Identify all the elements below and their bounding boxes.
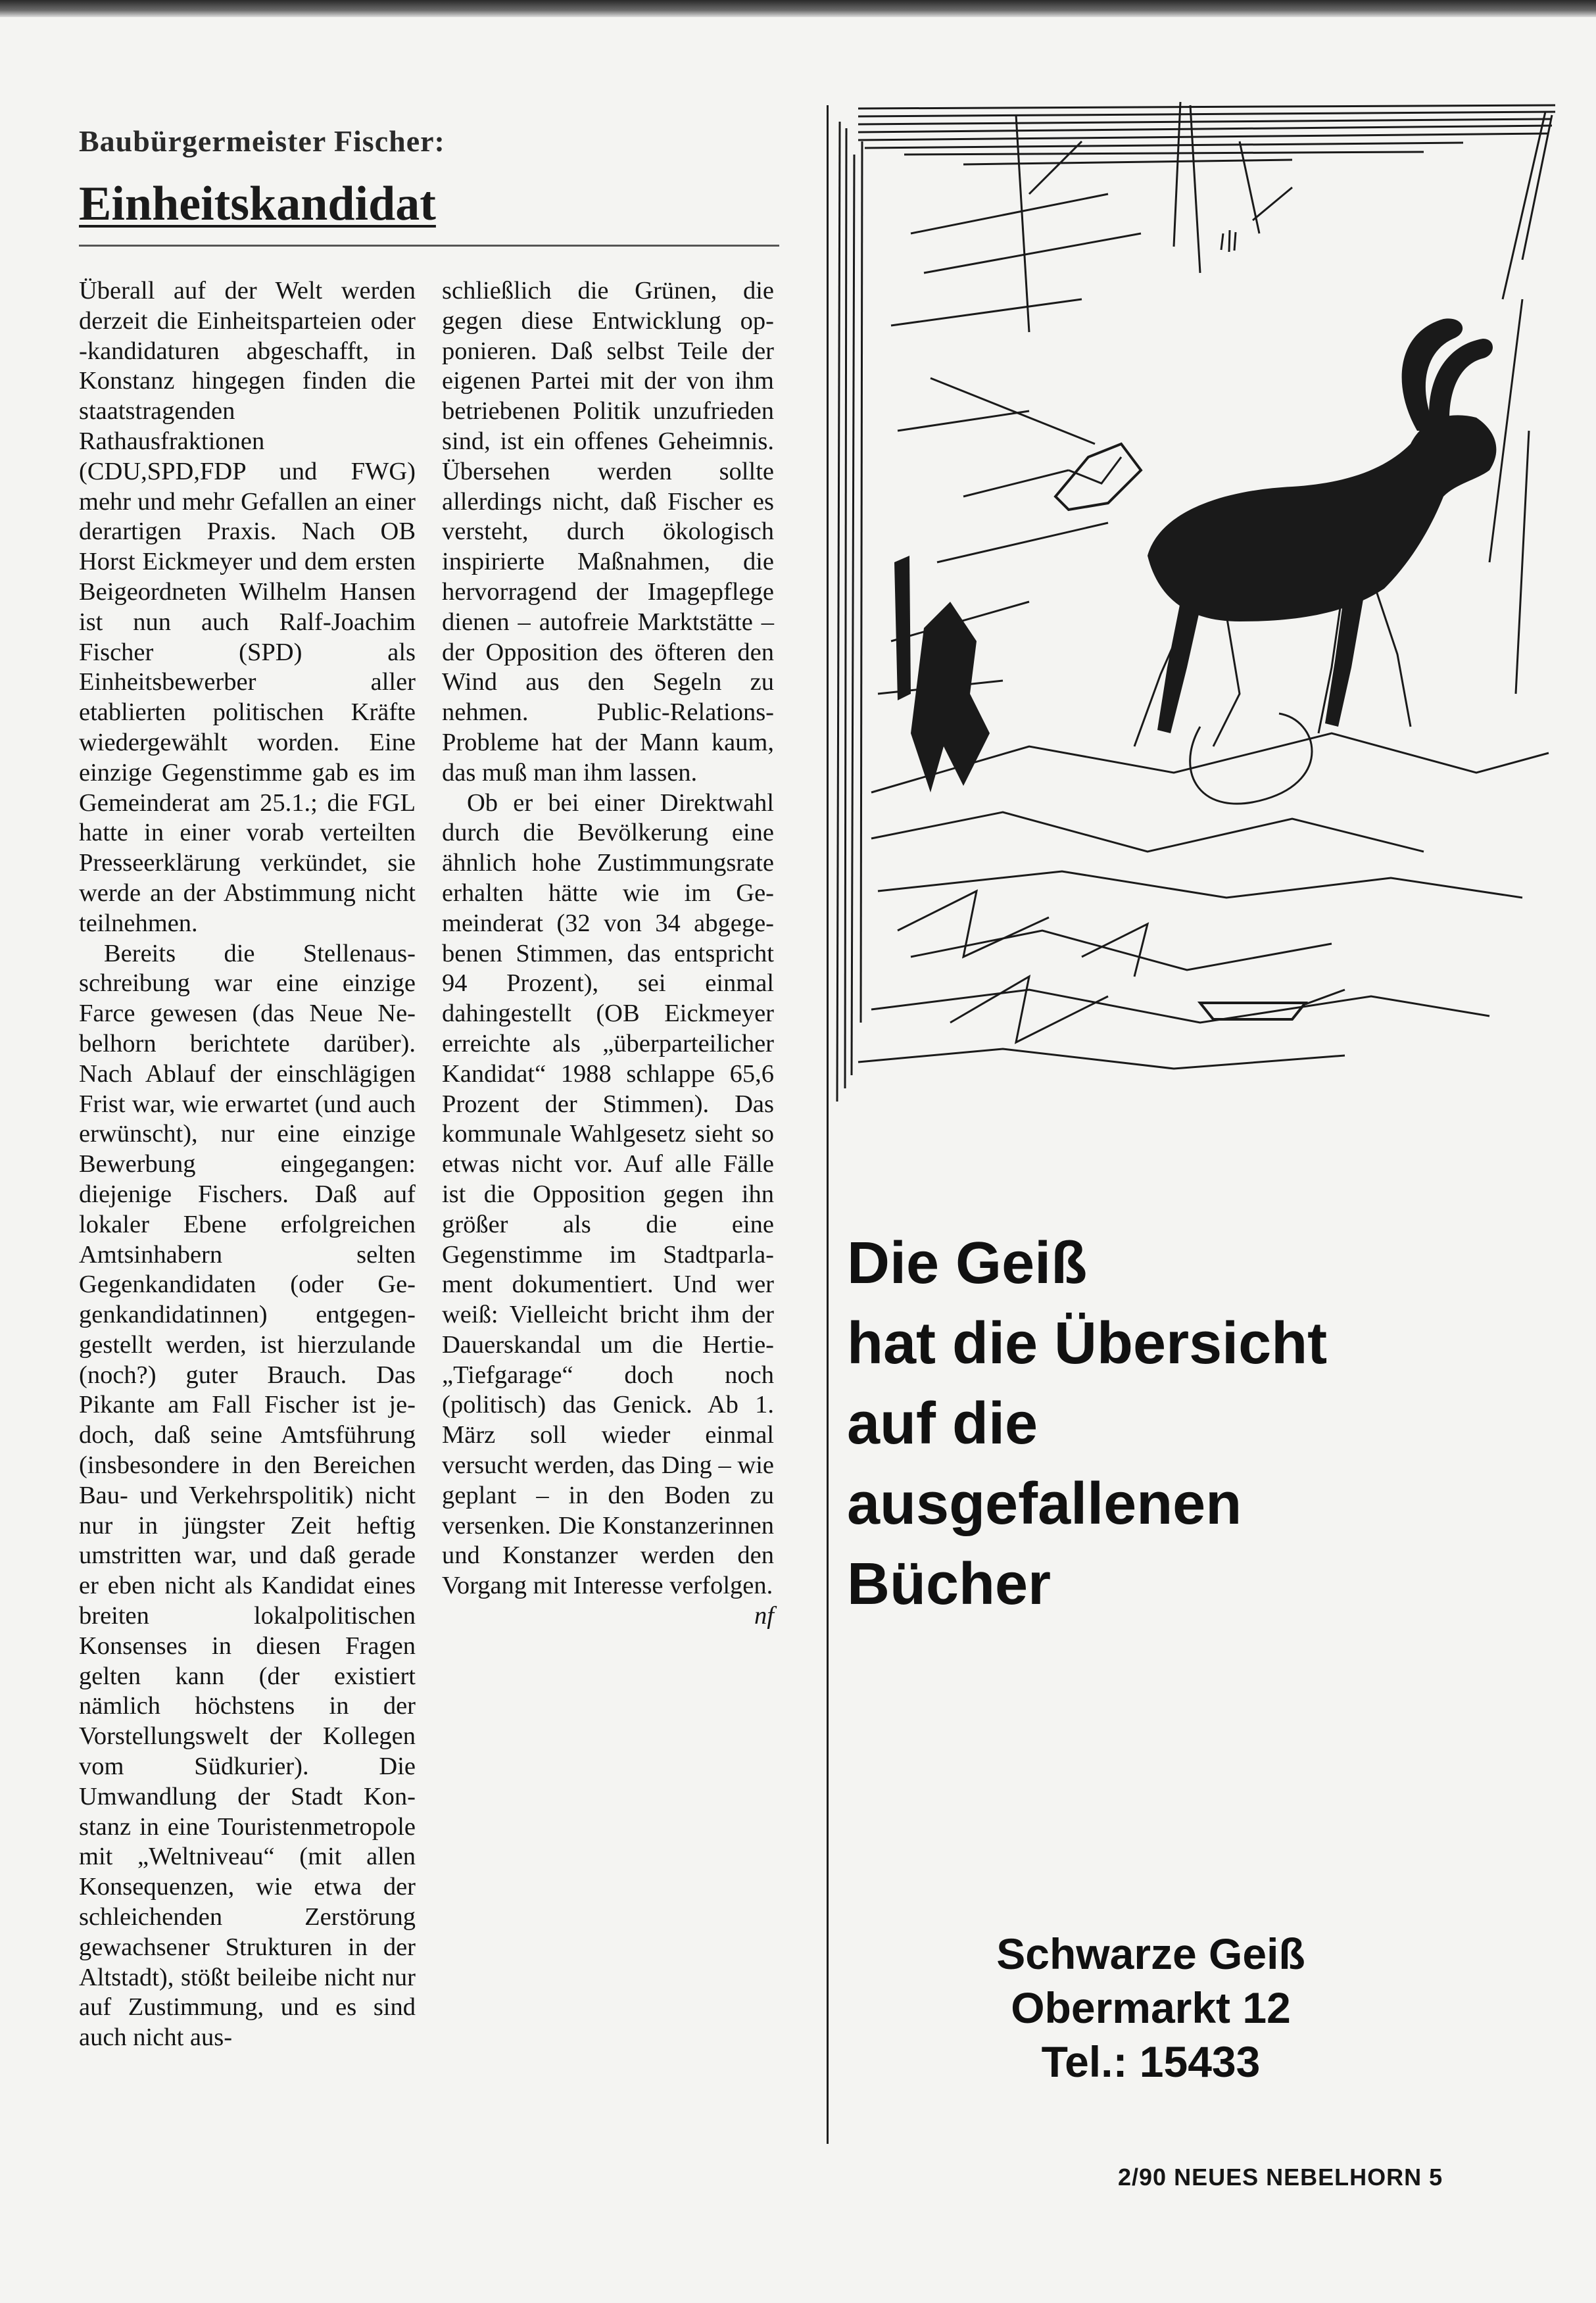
page-number: 5	[1429, 2164, 1443, 2191]
ad-heading-line: Bücher	[847, 1551, 1052, 1617]
ibex-illustration	[832, 102, 1555, 1102]
ad-heading-line: Die Geiß	[847, 1230, 1088, 1296]
headline-rule	[79, 245, 779, 247]
magazine-name: NEUES NEBELHORN	[1174, 2164, 1422, 2191]
article-paragraph: schließlich die Grünen, die gegen diese Entwicklung opponieren. Daß selbst Teile der eigenen Partei mit der von ihm betriebenen Politik unzufrieden sind, ist ein offenes Geheimnis. Übersehen werden sollte allerdings nicht, daß Fischer es versteht, durch ökologisch inspirierte Maßnahmen, die hervorragend der Imagepflege dienen – autofreie Marktstätte – der Opposition des öfteren den Wind aus den Segeln zu nehmen. Public-Relations-Probleme hat der Mann kaum, das muß man ihm lassen.	[442, 277, 774, 787]
ad-heading-line: hat die Übersicht	[847, 1311, 1328, 1376]
issue-number: 2/90	[1118, 2164, 1167, 2191]
article-paragraph	[442, 788, 774, 1630]
article-paragraph-text: Ob er bei einer Direktwahl durch die Bevölkerung eine ähnlich hohe Zustimmungsrate erhalten hätte wie im Gemeinderat (32 von 34 abgegebenen Stimmen, das entspricht 94 Prozent), sei einmal dahingestellt (OB Eickmeyer erreichte als „überparteilicher Kandidat“ 1988 schlappe 65,6 Prozent der Stimmen). Das kommunale Wahlgesetz sieht so etwas nicht vor. Auf alle Fälle ist die Opposition gegen ihn größer als die eine Gegenstimme im Stadtparlament dokumentiert. Und wer weiß: Vielleicht bricht ihm der Dauerskandal um die Hertie-„Tiefgarage“ doch noch (politisch) das Genick. Ab 1. März soll wieder einmal versucht werden, das Ding – wie geplant – in den Boden zu versenken. Die Konstanzerinnen und Konstanzer werden den Vorgang mit Interesse verfolgen.	[442, 788, 774, 1600]
ad-heading-line: auf die	[847, 1391, 1038, 1457]
page-top-edge	[0, 0, 1596, 17]
shop-name: Schwarze Geiß	[996, 1929, 1305, 1978]
ad-contact-block	[921, 1927, 1381, 2089]
article-column-1	[79, 276, 416, 2053]
article-paragraph: Überall auf der Welt werden derzeit die Einheitsparteien oder -kandidaturen abgeschafft, in Konstanz hingegen finden die staatstragenden Rathausfraktionen (CDU,SPD,FDP und FWG) mehr und mehr Gefallen an einer derartigen Praxis. Nach OB Horst Eickmeyer und dem ersten Beigeordneten Wilhelm Hansen ist nun auch Ralf-Joachim Fischer (SPD) als Einheitsbewerber aller etablierten politischen Kräfte wiedergewählt worden. Eine einzige Gegenstimme gab es im Gemeinderat am 25.1.; die FGL hatte in einer vorab verteilten Presseerklärung verkündet, sie werde an der Abstimmung nicht teilnehmen.	[79, 277, 416, 937]
column-divider	[827, 105, 829, 2144]
shop-address: Obermarkt 12	[1011, 1983, 1291, 2032]
page-footer	[1118, 2164, 1443, 2191]
ad-heading	[847, 1223, 1570, 1624]
ad-heading-line: ausgefallenen	[847, 1471, 1242, 1537]
article-headline: Einheitskandidat	[79, 177, 436, 231]
article-kicker: Baubürgermeister Fischer:	[79, 124, 445, 158]
article-paragraph: Bereits die Stellenausschreibung war eine einzige Farce gewesen (das Neue Nebelhorn berichtete darüber). Nach Ablauf der einschlägigen Frist war, wie erwartet (und auch erwünscht), nur eine einzige Bewerbung eingegangen: diejenige Fischers. Daß auf lokaler Ebene erfolgreichen Amtsinhabern selten Gegenkandidaten (oder Gegenkandidatinnen) entgegengestellt werden, ist hierzulande (noch?) guter Brauch. Das Pikante am Fall Fischer ist jedoch, daß seine Amtsführung (insbesondere in den Bereichen Bau- und Verkehrspolitik) nicht nur in jüngster Zeit heftig umstritten war, und daß gerade er eben nicht als Kandidat eines breiten lokalpolitischen Konsenses in diesen Fragen gelten kann (der existiert nämlich höchstens in der Vorstellungswelt der Kollegen vom Südkurier). Die Umwandlung der Stadt Konstanz in eine Touristenmetropole mit „Weltniveau“ (mit allen Konsequenzen, wie etwa der schleichenden Zerstörung gewachsener Strukturen in der Altstadt), stößt beileibe nicht nur auf Zustimmung, und es sind auch nicht aus-	[79, 939, 416, 2052]
author-signature: nf	[754, 1602, 774, 1630]
article-column-2	[442, 276, 774, 1632]
shop-phone: Tel.: 15433	[1041, 2037, 1261, 2086]
